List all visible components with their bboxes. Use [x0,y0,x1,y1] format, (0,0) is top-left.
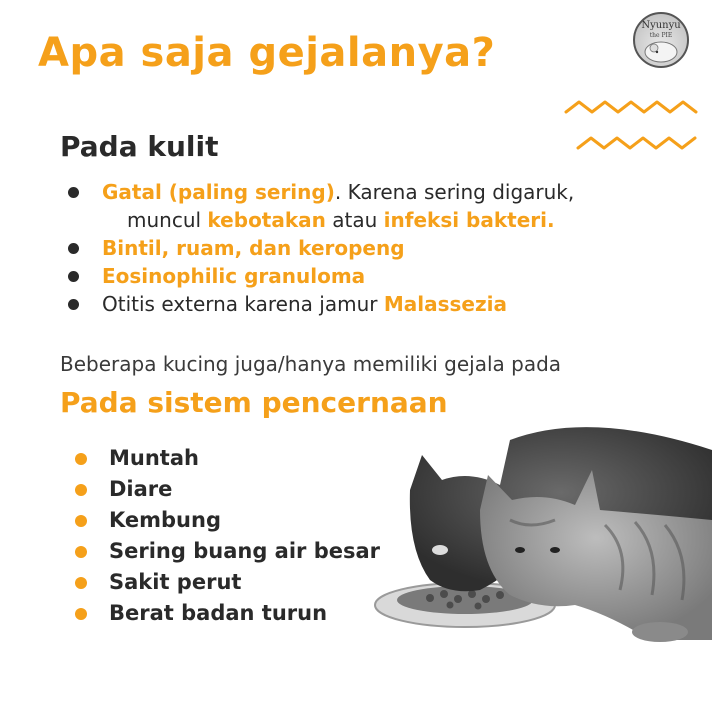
bullet-icon [68,187,79,198]
highlight-text: Malassezia [383,292,507,316]
bullet-icon [68,299,79,310]
highlight-text: kebotakan [207,208,326,232]
item-text: Otitis externa karena jamur [102,292,384,316]
item-text: Muntah [109,446,199,470]
zigzag-lines-icon [562,96,702,158]
list-item [68,234,668,262]
page-title: Apa saja gejalanya? [38,30,496,76]
skin-symptom-list [68,178,668,318]
digestive-symptom-list [75,443,380,629]
bullet-icon [68,271,79,282]
item-text: muncul [127,208,208,232]
skin-heading: Pada kulit [60,130,219,163]
bullet-icon [75,453,87,465]
list-item [68,290,668,318]
item-text: Diare [109,477,173,501]
list-item [68,178,668,234]
list-item [75,598,380,629]
list-item [75,505,380,536]
highlight-text: Eosinophilic granuloma [102,264,366,288]
item-text: Sakit perut [109,570,242,594]
item-text: Kembung [109,508,221,532]
list-item [75,474,380,505]
list-item [75,536,380,567]
list-item [75,443,380,474]
list-item [75,567,380,598]
highlight-text: Bintil, ruam, dan keropeng [102,236,405,260]
logo-subtext: the PIE [649,32,673,39]
item-text: atau [325,208,384,232]
item-text: Sering buang air besar [109,539,381,563]
digestive-heading: Pada sistem pencernaan [60,386,448,419]
highlight-text: infeksi bakteri. [383,208,555,232]
bullet-icon [75,577,87,589]
bullet-icon [75,546,87,558]
item-text: . Karena sering digaruk, [334,180,575,204]
bullet-icon [75,515,87,527]
list-item [68,262,668,290]
hamster-logo-icon [635,14,687,66]
highlight-text: Gatal (paling sering) [102,180,335,204]
kittens-eating-photo [360,400,712,660]
bullet-icon [75,608,87,620]
bullet-icon [68,243,79,254]
bullet-icon [75,484,87,496]
item-continuation [102,206,668,234]
item-text: Berat badan turun [109,601,328,625]
note-text: Beberapa kucing juga/hanya memiliki gejala pada [60,352,562,376]
brand-logo [633,12,689,68]
logo-text: Nyunyu [641,20,681,31]
